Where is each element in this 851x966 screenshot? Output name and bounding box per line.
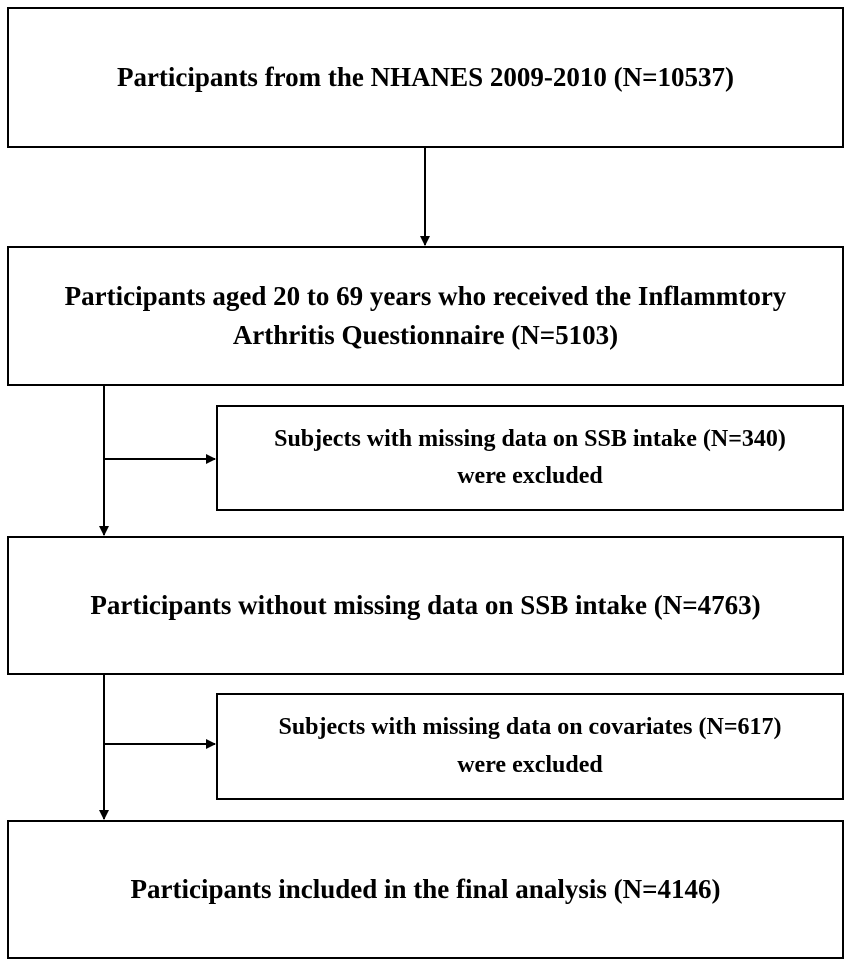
step-box-nhanes-participants [7,7,844,148]
exclusion-text [274,421,786,495]
exclusion-box-missing-covariates [216,693,844,800]
step-text [65,277,787,355]
exclusion-line: Subjects with missing data on covariates (N=617) [278,714,782,741]
exclusion-box-missing-ssb [216,405,844,511]
exclusion-line: were excluded [457,751,603,778]
exclusion-line: were excluded [457,463,603,489]
step-line: Participants included in the final analysis (N=4146) [130,873,721,904]
exclusion-text [278,709,781,783]
step-text [131,870,721,909]
step-line: Participants without missing data on SSB intake (N=4763) [90,589,761,620]
step-line: Arthritis Questionnaire (N=5103) [232,320,619,350]
step-line: Participants from the NHANES 2009-2010 (N=10537) [116,61,735,92]
step-line: Participants aged 20 to 69 years who received the Inflammtory [64,280,787,311]
step-text [90,586,760,625]
step-box-aged-participants [7,246,844,386]
exclusion-line: Subjects with missing data on SSB intake (N=340) [274,425,786,452]
step-box-final-participants [7,820,844,959]
step-text [117,58,734,97]
step-box-ssb-participants [7,536,844,675]
